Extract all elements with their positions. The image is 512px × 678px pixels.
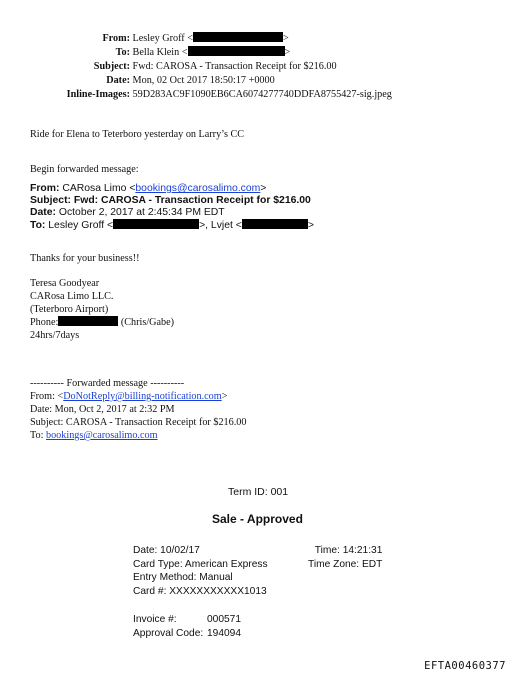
header-subject-value: Fwd: CAROSA - Transaction Receipt for $216.00 — [132, 61, 337, 72]
redaction-block — [193, 32, 283, 42]
redaction-block — [58, 316, 118, 326]
fwd1-subject-label: Subject: — [30, 195, 71, 206]
receipt-term-id: Term ID: 001 — [228, 486, 289, 498]
sig-location: (Teterboro Airport) — [30, 304, 109, 315]
receipt-details-right — [308, 544, 382, 571]
receipt-invoice-row — [133, 613, 241, 627]
receipt-time: Time: 14:21:31 — [314, 545, 383, 556]
fwd1-to-mid: >, Lvjet < — [199, 220, 242, 231]
header-date-value: Mon, 02 Oct 2017 18:50:17 +0000 — [132, 75, 275, 86]
header-from-value: Lesley Groff < — [132, 33, 193, 44]
receipt-approval-label: Approval Code: — [133, 627, 204, 639]
receipt-entry-method: Entry Method: Manual — [133, 572, 233, 583]
signature — [30, 277, 174, 342]
receipt-card-type: Card Type: American Express — [133, 558, 268, 570]
fwd2-to-row — [30, 429, 246, 442]
fwd1-from-name: CARosa Limo < — [62, 183, 136, 194]
fwd2-to-email-link[interactable]: bookings@carosalimo.com — [45, 430, 158, 441]
fwd1-date-value: October 2, 2017 at 2:45:34 PM EDT — [58, 207, 225, 218]
fwd1-date-label: Date: — [30, 207, 56, 218]
fwd1-subject-value: Fwd: CAROSA - Transaction Receipt for $216.00 — [73, 195, 311, 206]
receipt-time-zone: Time Zone: EDT — [308, 558, 383, 570]
header-date-label: Date: — [106, 75, 130, 86]
fwd1-to-tail: > — [307, 220, 314, 231]
body-note: Ride for Elena to Teterboro yesterday on Larry’s CC — [30, 129, 245, 140]
header-to-value: Bella Klein < — [132, 47, 188, 58]
receipt-status: Sale - Approved — [212, 512, 303, 526]
fwd1-from-row — [30, 183, 314, 195]
receipt-invoice-label: Invoice #: — [133, 614, 177, 625]
receipt-codes — [133, 613, 241, 640]
header-from-label: From: — [102, 33, 130, 44]
header-inline-label: Inline-Images: — [66, 89, 130, 100]
header-to-tail: > — [284, 47, 291, 58]
receipt-approval-value: 194094 — [207, 627, 241, 639]
header-from-row — [0, 32, 392, 46]
header-inline-row — [0, 88, 392, 102]
sig-company: CARosa Limo LLC. — [30, 291, 114, 302]
header-inline-value: 59D283AC9F1090EB6CA6074277740DDFA8755427-sig.jpeg — [132, 89, 392, 100]
receipt-card-number: Card #: XXXXXXXXXXX1013 — [133, 585, 267, 597]
fwd2-subject-line: Subject: CAROSA - Transaction Receipt for $216.00 — [30, 417, 247, 428]
fwd1-to-row — [30, 219, 314, 232]
receipt-details-left — [133, 544, 268, 598]
begin-forwarded: Begin forwarded message: — [30, 164, 139, 175]
header-subject-row — [0, 60, 392, 74]
fwd1-from-email-link[interactable]: bookings@carosalimo.com — [135, 183, 261, 194]
thanks-line: Thanks for your business!! — [30, 253, 140, 264]
sig-phone-label: Phone: — [30, 317, 59, 328]
fwd1-date-row — [30, 207, 314, 219]
sig-phone-note: (Chris/Gabe) — [120, 317, 175, 328]
fwd2-from-tail: > — [221, 391, 228, 402]
sig-hours: 24hrs/7days — [30, 330, 80, 341]
header-to-row — [0, 46, 392, 60]
forward-block-1 — [30, 183, 314, 232]
fwd1-from-tail: > — [260, 183, 267, 194]
fwd1-subject-row — [30, 195, 314, 207]
redaction-block — [188, 46, 285, 56]
receipt-date: Date: 10/02/17 — [133, 545, 200, 556]
fwd2-from-row — [30, 390, 246, 403]
header-to-label: To: — [115, 47, 130, 58]
fwd2-date-line: Date: Mon, Oct 2, 2017 at 2:32 PM — [30, 404, 175, 415]
fwd2-to-label: To: — [30, 430, 44, 441]
redaction-block — [242, 219, 308, 229]
bates-number: EFTA00460377 — [424, 660, 506, 672]
fwd1-to-label: To: — [30, 220, 46, 231]
fwd2-divider: ---------- Forwarded message ---------- — [30, 378, 185, 389]
header-from-tail: > — [283, 33, 289, 44]
email-header — [0, 32, 392, 102]
fwd2-from-label: From: < — [30, 391, 64, 402]
receipt-approval-row — [133, 627, 241, 641]
sig-name: Teresa Goodyear — [30, 278, 100, 289]
fwd1-from-label: From: — [30, 183, 60, 194]
header-date-row — [0, 74, 392, 88]
receipt-invoice-value: 000571 — [207, 614, 241, 625]
fwd2-from-email-link[interactable]: DoNotReply@billing-notification.com — [63, 391, 222, 402]
forward-block-2 — [30, 377, 246, 442]
redaction-block — [113, 219, 199, 229]
sig-phone-row — [30, 316, 174, 329]
fwd1-to-value: Lesley Groff < — [48, 220, 114, 231]
header-subject-label: Subject: — [93, 61, 130, 72]
